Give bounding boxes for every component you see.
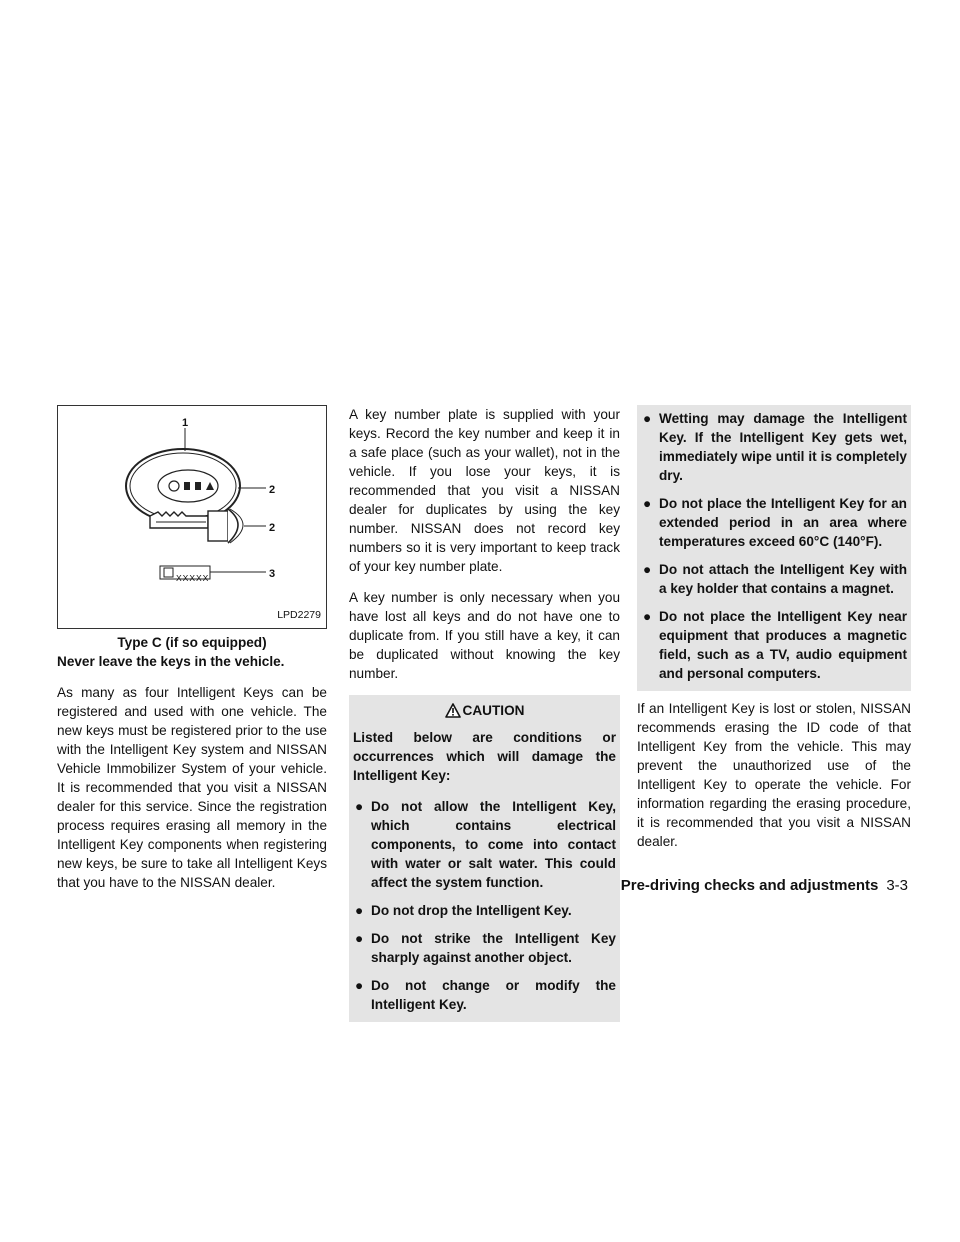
caution-intro: Listed below are conditions or occurrences which will damage the Intelligent Key: — [353, 730, 616, 783]
bullet-icon: ● — [643, 411, 652, 426]
key-illustration — [57, 405, 327, 629]
caution-item: ● Do not place the Intelligent Key for an extended period in an area where temperatures exceed 60°C (140°F). — [643, 496, 907, 549]
caution-label: CAUTION — [462, 703, 525, 718]
warning-triangle-icon — [445, 703, 461, 718]
caution-heading — [353, 701, 616, 720]
callout-1: 1 — [182, 417, 189, 429]
caution-item: ● Do not change or modify the Intelligent Key. — [355, 978, 616, 1012]
key-number-paragraph: A key number plate is supplied with your keys. Record the key number and keep it in a safe place (such as your wallet), not in the vehicle. If you lose your keys, it is recommended that you visit a NISSAN dealer for duplicates by using the key number. NISSAN does not record key numbers so it is very important to keep track of your key number plate. — [349, 407, 620, 574]
key-duplicate-paragraph: A key number is only necessary when you have lost all keys and do not have one to duplicate from. If you still have a key, it can be duplicated without knowing the key number. — [349, 590, 620, 681]
caution-list-part1 — [353, 797, 616, 1014]
caution-item: ● Do not allow the Intelligent Key, which contains electrical components, to come into contact with water or salt water. This could affect the system function. — [355, 799, 616, 890]
caution-list-part2 — [641, 409, 907, 683]
bullet-icon: ● — [355, 799, 364, 814]
callout-2-fob: 2 — [269, 484, 276, 496]
warning-lead: Never leave the keys in the vehicle. — [57, 654, 285, 669]
bullet-icon: ● — [355, 931, 364, 946]
lost-key-paragraph: If an Intelligent Key is lost or stolen, NISSAN recommends erasing the ID code of that Intelligent Key from the vehicle. This may prevent the unauthorized use of the Intelligent Key to operate the vehicle. For information regarding the erasing procedure, it is recommended that you visit a NISSAN dealer. — [637, 701, 911, 849]
callout-2-key: 2 — [269, 522, 276, 534]
figure-caption: Type C (if so equipped) — [117, 635, 267, 650]
caution-box — [349, 695, 620, 1022]
caution-item: ● Wetting may damage the Intelligent Key. If the Intelligent Key gets wet, immediately wipe until it is completely dry. — [643, 411, 907, 483]
bullet-icon: ● — [355, 978, 364, 993]
page-number: 3-3 — [886, 877, 908, 894]
caution-item: ● Do not strike the Intelligent Key sharply against another object. — [355, 931, 616, 965]
intelligent-key-drawing — [58, 406, 326, 628]
bullet-icon: ● — [643, 609, 652, 624]
column-left — [57, 405, 327, 904]
column-middle — [349, 405, 620, 1022]
caution-item: ● Do not place the Intelligent Key near equipment that produces a magnetic field, such as a TV, audio equipment and personal computers. — [643, 609, 907, 681]
column-right — [637, 405, 911, 863]
caution-item: ● Do not attach the Intelligent Key with a key holder that contains a magnet. — [643, 562, 907, 596]
caution-box-continued — [637, 405, 911, 691]
figure-id: LPD2279 — [277, 609, 321, 621]
section-title: Pre-driving checks and adjustments — [620, 877, 879, 894]
bullet-icon: ● — [643, 562, 652, 577]
bullet-icon: ● — [643, 496, 652, 511]
bullet-icon: ● — [355, 903, 364, 918]
callout-3: 3 — [269, 568, 276, 580]
key-number-code: XXXXX — [176, 573, 210, 583]
page-footer — [621, 877, 908, 894]
registration-paragraph: As many as four Intelligent Keys can be registered and used with one vehicle. The new keys must be registered prior to the use with the Intelligent Key system and NISSAN Vehicle Immobilizer System of your vehicle. It is recommended that you visit a NISSAN dealer for this service. Since the registration process requires erasing all memory in the Intelligent Key components when registering new keys, be sure to take all Intelligent Keys that you have to the NISSAN dealer. — [57, 685, 327, 890]
caution-item: ● Do not drop the Intelligent Key. — [355, 903, 572, 918]
